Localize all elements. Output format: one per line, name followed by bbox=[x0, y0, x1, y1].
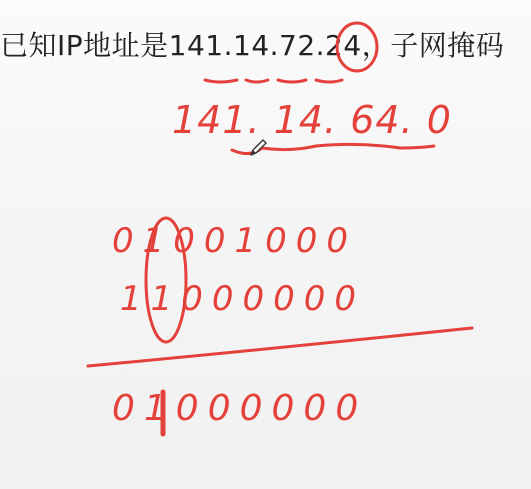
ip-underline-3 bbox=[278, 80, 306, 82]
ip-underline-4 bbox=[316, 80, 342, 82]
ip-underline-1 bbox=[205, 80, 237, 82]
question-prefix: 已知IP地址是 bbox=[0, 29, 169, 62]
question-suffix: ，子网掩码 bbox=[361, 29, 505, 62]
octet-circle bbox=[337, 23, 377, 71]
binary-row-2: 11000000 bbox=[120, 279, 366, 319]
pen-icon bbox=[248, 136, 270, 158]
ip-address-value: 141.14.72.24 bbox=[168, 29, 362, 62]
binary-row-1: 01001000 bbox=[112, 221, 358, 261]
and-separator-line bbox=[88, 328, 472, 366]
binary-result: 01000000 bbox=[112, 388, 368, 429]
network-address-handwritten: 141. 14. 64. 0 bbox=[172, 98, 452, 142]
ip-underline-2 bbox=[246, 80, 268, 82]
